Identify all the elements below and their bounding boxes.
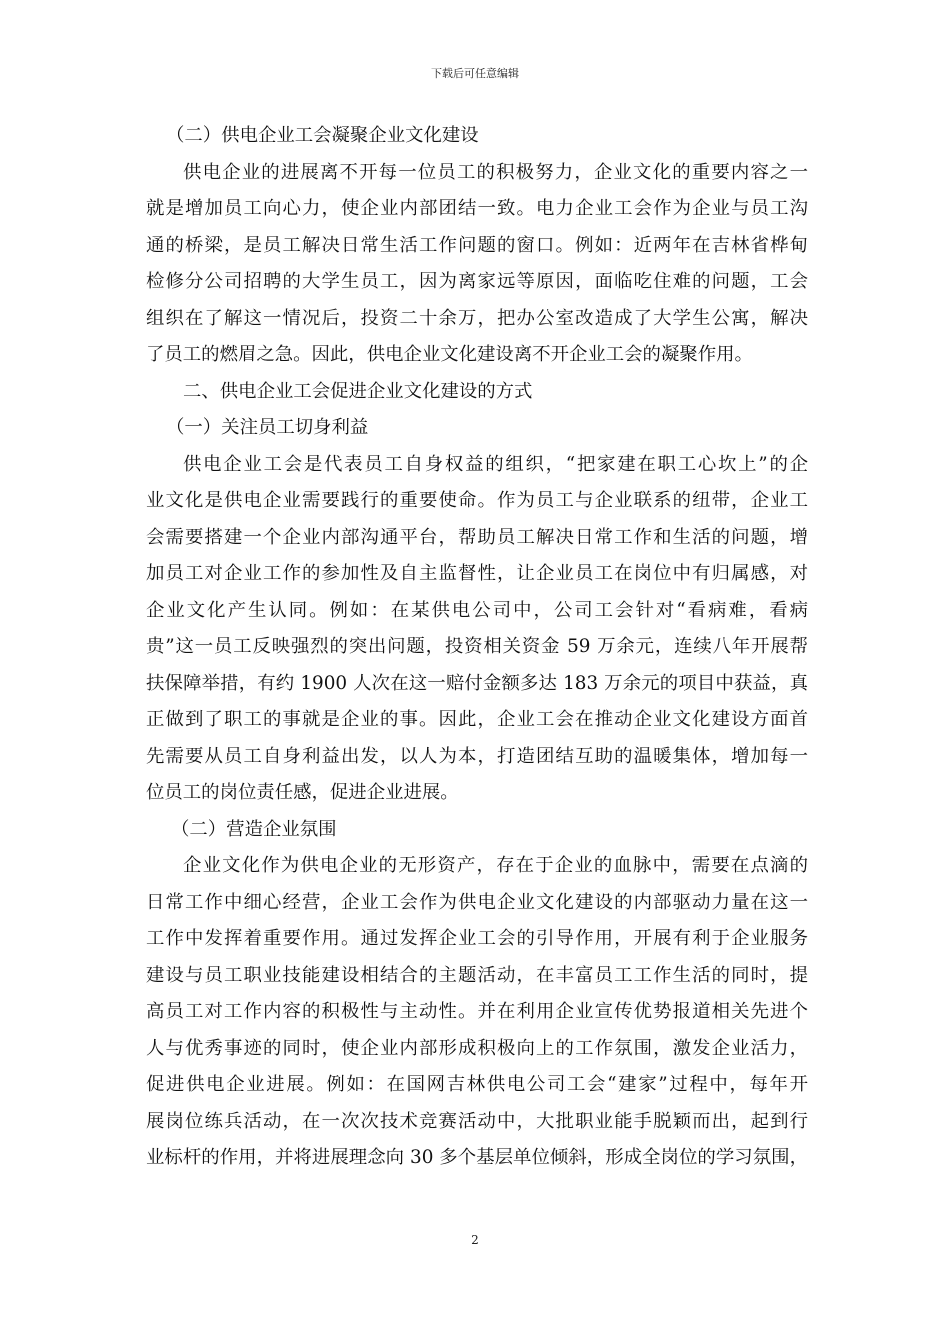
document-body xyxy=(146,118,808,1177)
text-line: 人与优秀事迹的同时，使企业内部形成积极向上的工作氛围，激发企业活力， xyxy=(146,1037,808,1059)
text-line: 正做到了职工的事就是企业的事。因此，企业工会在推动企业文化建设方面首 xyxy=(146,709,808,730)
text-line: 会需要搭建一个企业内部沟通平台，帮助员工解决日常工作和生活的问题，增 xyxy=(146,526,808,548)
paragraph xyxy=(146,848,808,1177)
text-line: 通的桥梁，是员工解决日常生活工作问题的窗口。例如：近两年在吉林省桦甸 xyxy=(146,234,808,256)
section-heading xyxy=(146,812,808,849)
text-line: 业文化是供电企业需要践行的重要使命。作为员工与企业联系的纽带，企业工 xyxy=(146,490,808,511)
page-header-note: 下载后可任意编辑 xyxy=(431,67,519,80)
text-line: 组织在了解这一情况后，投资二十余万，把办公室改造成了大学生公寓，解决 xyxy=(146,307,808,329)
text-line: 日常工作中细心经营，企业工会作为供电企业文化建设的内部驱动力量在这一 xyxy=(146,891,808,913)
text-line: 先需要从员工自身利益出发，以人为本，打造团结互助的温暖集体，增加每一 xyxy=(146,745,808,767)
section-heading xyxy=(146,374,808,411)
text-line: 建设与员工职业技能建设相结合的主题活动，在丰富员工工作生活的同时，提 xyxy=(146,964,808,986)
paragraph xyxy=(146,155,808,374)
text-line: 业标杆的作用，并将进展理念向 30 多个基层单位倾斜，形成全岗位的学习氛围， xyxy=(146,1147,808,1168)
text-line: 二、供电企业工会促进企业文化建设的方式 xyxy=(183,380,533,402)
text-line: 检修分公司招聘的大学生员工，因为离家远等原因，面临吃住难的问题，工会 xyxy=(146,271,808,292)
section-heading xyxy=(146,410,808,447)
text-line: （二）供电企业工会凝聚企业文化建设 xyxy=(166,125,479,146)
text-line: （一）关注员工切身利益 xyxy=(166,417,369,438)
text-line: 促进供电企业进展。例如：在国网吉林供电公司工会“建家”过程中，每年开 xyxy=(146,1074,808,1095)
text-line: 就是增加员工向心力，使企业内部团结一致。电力企业工会作为企业与员工沟 xyxy=(146,198,808,219)
text-line: （二）营造企业氛围 xyxy=(171,818,337,840)
text-line: 企业文化产生认同。例如：在某供电公司中，公司工会针对“看病难，看病 xyxy=(146,599,808,621)
text-line: 加员工对企业工作的参加性及自主监督性，让企业员工在岗位中有归属感，对 xyxy=(146,563,808,584)
text-line: 展岗位练兵活动，在一次次技术竞赛活动中，大批职业能手脱颖而出，起到行 xyxy=(146,1110,808,1132)
text-line: 供电企业的进展离不开每一位员工的积极努力，企业文化的重要内容之一 xyxy=(183,161,808,183)
text-line: 高员工对工作内容的积极性与主动性。并在利用企业宣传优势报道相关先进个 xyxy=(146,1001,808,1022)
section-heading xyxy=(146,118,808,155)
text-line: 供电企业工会是代表员工自身权益的组织，“把家建在职工心坎上”的企 xyxy=(183,453,808,475)
text-line: 位员工的岗位责任感，促进企业进展。 xyxy=(146,782,459,803)
page-number: 2 xyxy=(471,1233,479,1247)
text-line: 扶保障举措，有约 1900 人次在这一赔付金额多达 183 万余元的项目中获益，真 xyxy=(146,672,808,694)
text-line: 企业文化作为供电企业的无形资产，存在于企业的血脉中，需要在点滴的 xyxy=(183,855,808,876)
paragraph xyxy=(146,447,808,812)
text-line: 了员工的燃眉之急。因此，供电企业文化建设离不开企业工会的凝聚作用。 xyxy=(146,344,753,365)
text-line: 工作中发挥着重要作用。通过发挥企业工会的引导作用，开展有利于企业服务 xyxy=(146,928,808,949)
text-line: 贵”这一员工反映强烈的突出问题，投资相关资金 59 万余元，连续八年开展帮 xyxy=(146,636,808,657)
